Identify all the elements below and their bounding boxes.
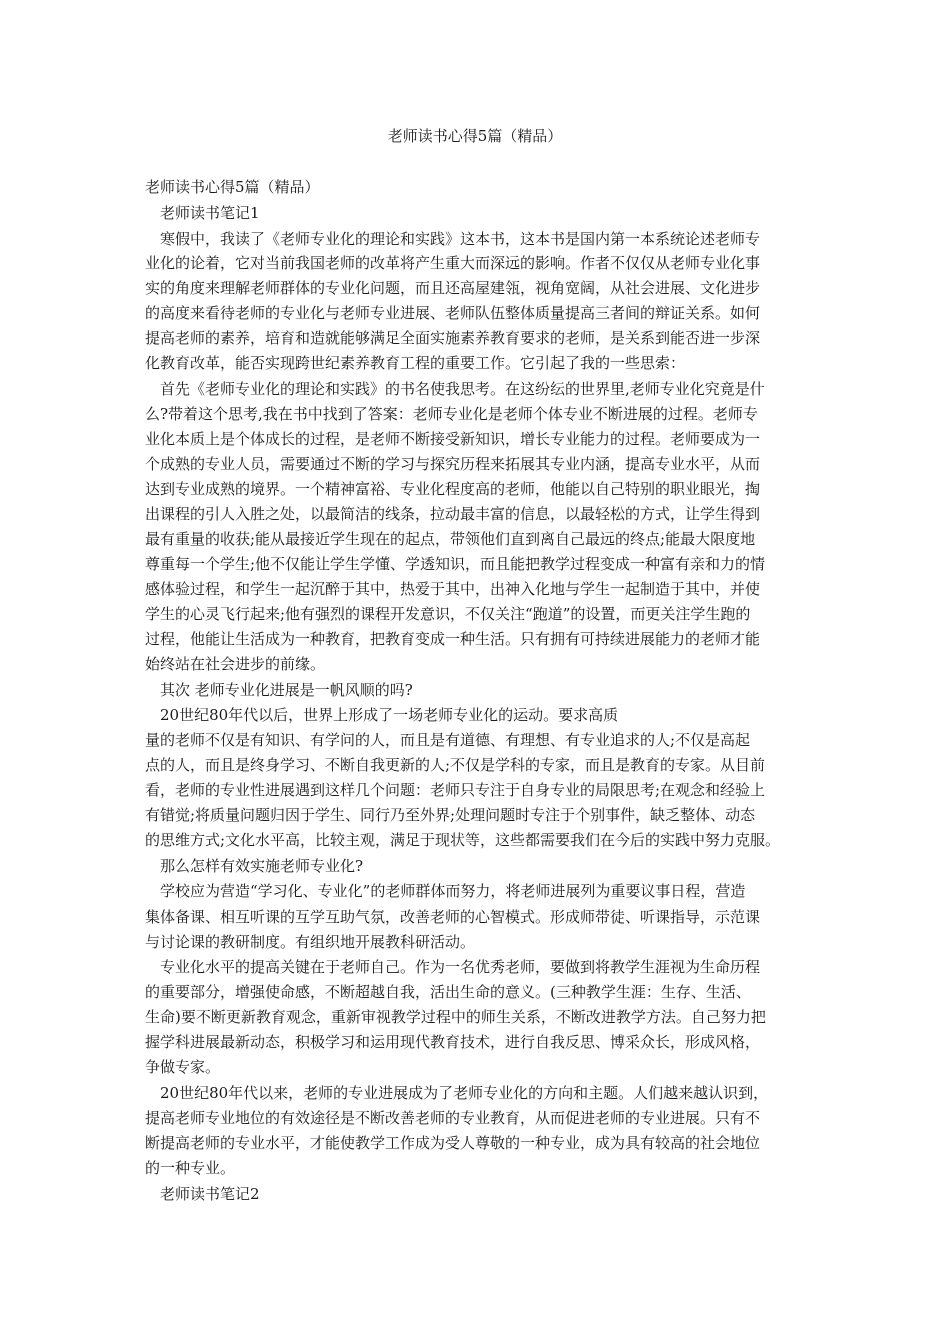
text-line: 提高老师专业地位的有效途径是不断改善老师的专业教育，从而促进老师的专业进展。只有不: [145, 1109, 761, 1127]
text-line: 过程，他能让生活成为一种教育，把教育变成一种生活。只有拥有可持续进展能力的老师才能: [145, 630, 761, 648]
text-line: 老师读书笔记1: [160, 204, 260, 222]
text-line: 那么怎样有效实施老师专业化?: [160, 857, 364, 875]
text-line: 看，老师的专业性进展遇到这样几个问题：老师只专注于自身专业的局限思考;在观念和经验上: [145, 781, 766, 799]
text-line: 其次 老师专业化进展是一帆风顺的吗?: [160, 681, 413, 699]
text-line: 集体备课、相互听课的互学互助气氛，改善老师的心智模式。形成师带徒、听课指导，示范课: [145, 908, 761, 926]
text-line: 学校应为营造“学习化、专业化”的老师群体而努力，将老师进展列为重要议事日程，营造: [160, 882, 746, 900]
text-line: 业化本质上是个体成长的过程，是老师不断接受新知识，增长专业能力的过程。老师要成为一: [145, 430, 761, 448]
text-line: 的思维方式;文化水平高，比较主观，满足于现状等，这些都需要我们在今后的实践中努力克服。: [145, 831, 781, 849]
text-line: 达到专业成熟的境界。一个精神富裕、专业化程度高的老师，他能以自己特别的职业眼光，掏: [145, 480, 761, 498]
document-title: 老师读书心得5篇（精品）: [387, 127, 563, 145]
text-line: 生命)要不断更新教育观念，重新审视教学过程中的师生关系，不断改进教学方法。自己努力把: [145, 1008, 766, 1026]
text-line: 始终站在社会进步的前缘。: [145, 655, 326, 673]
text-line: 20世纪80年代以后，世界上形成了一场老师专业化的运动。要求高质: [160, 706, 619, 724]
text-line: 首先《老师专业化的理论和实践》的书名使我思考。在这纷纭的世界里,老师专业化究竟是什: [160, 380, 765, 398]
text-line: 学生的心灵飞行起来;他有强烈的课程开发意识，不仅关注“跑道”的设置，而更关注学生跑的: [145, 605, 751, 623]
text-line: 个成熟的专业人员，需要通过不断的学习与探究历程来拓展其专业内涵，提高专业水平，从而: [145, 455, 761, 473]
text-line: 最有重量的收获;能从最接近学生现在的起点，带领他们直到离自己最远的终点;能最大限度地: [145, 530, 756, 548]
text-line: 出课程的引人入胜之处，以最简洁的线条，拉动最丰富的信息，以最轻松的方式，让学生得到: [145, 505, 761, 523]
text-line: 提高老师的素养，培育和造就能够满足全面实施素养教育要求的老师，是关系到能否进一步深: [145, 329, 761, 347]
text-line: 与讨论课的教研制度。有组织地开展教科研活动。: [145, 933, 476, 951]
text-line: 感体验过程，和学生一起沉醉于其中，热爱于其中，出神入化地与学生一起制造于其中，并使: [145, 580, 761, 598]
text-line: 量的老师不仅是有知识、有学问的人，而且是有道德、有理想、有专业追求的人;不仅是高起: [145, 731, 751, 749]
text-line: 有错觉;将质量问题归因于学生、同行乃至外界;处理问题时专注于个别事件，缺乏整体、动态: [145, 806, 756, 824]
text-line: 业化的论着，它对当前我国老师的改革将产生重大而深远的影响。作者不仅仅从老师专业化事: [145, 254, 761, 272]
text-line: 么?带着这个思考,我在书中找到了答案：老师专业化是老师个体专业不断进展的过程。老师专: [145, 405, 758, 423]
text-line: 20世纪80年代以来，老师的专业进展成为了老师专业化的方向和主题。人们越来越认识到，: [160, 1084, 769, 1102]
text-line: 寒假中，我读了《老师专业化的理论和实践》这本书，这本书是国内第一本系统论述老师专: [160, 230, 761, 248]
text-line: 的一种专业。: [145, 1159, 236, 1177]
text-line: 化教育改革，能否实现跨世纪素养教育工程的重要工作。它引起了我的一些思索：: [145, 354, 686, 372]
text-line: 断提高老师的专业水平，才能使教学工作成为受人尊敬的一种专业，成为具有较高的社会地位: [145, 1134, 761, 1152]
text-line: 的重要部分，增强使命感，不断超越自我，活出生命的意义。(三种教学生涯：生存、生活、: [145, 983, 751, 1001]
text-line: 握学科进展最新动态，积极学习和运用现代教育技术，进行自我反思、博采众长，形成风格，: [145, 1033, 761, 1051]
text-line: 老师读书笔记2: [160, 1185, 260, 1203]
text-line: 实的角度来理解老师群体的专业化问题，而且还高屋建瓴，视角宽阔，从社会进展、文化进步: [145, 279, 761, 297]
text-line: 尊重每一个学生;他不仅能让学生学懂、学透知识，而且能把教学过程变成一种富有亲和力的情: [145, 555, 766, 573]
text-line: 老师读书心得5篇（精品）: [145, 178, 320, 196]
text-line: 点的人，而且是终身学习、不断自我更新的人;不仅是学科的专家，而且是教育的专家。从目前: [145, 756, 766, 774]
text-line: 争做专家。: [145, 1058, 221, 1076]
text-line: 的高度来看待老师的专业化与老师专业进展、老师队伍整体质量提高三者间的辩证关系。如何: [145, 304, 761, 322]
text-line: 专业化水平的提高关键在于老师自己。作为一名优秀老师，要做到将教学生涯视为生命历程: [160, 958, 761, 976]
